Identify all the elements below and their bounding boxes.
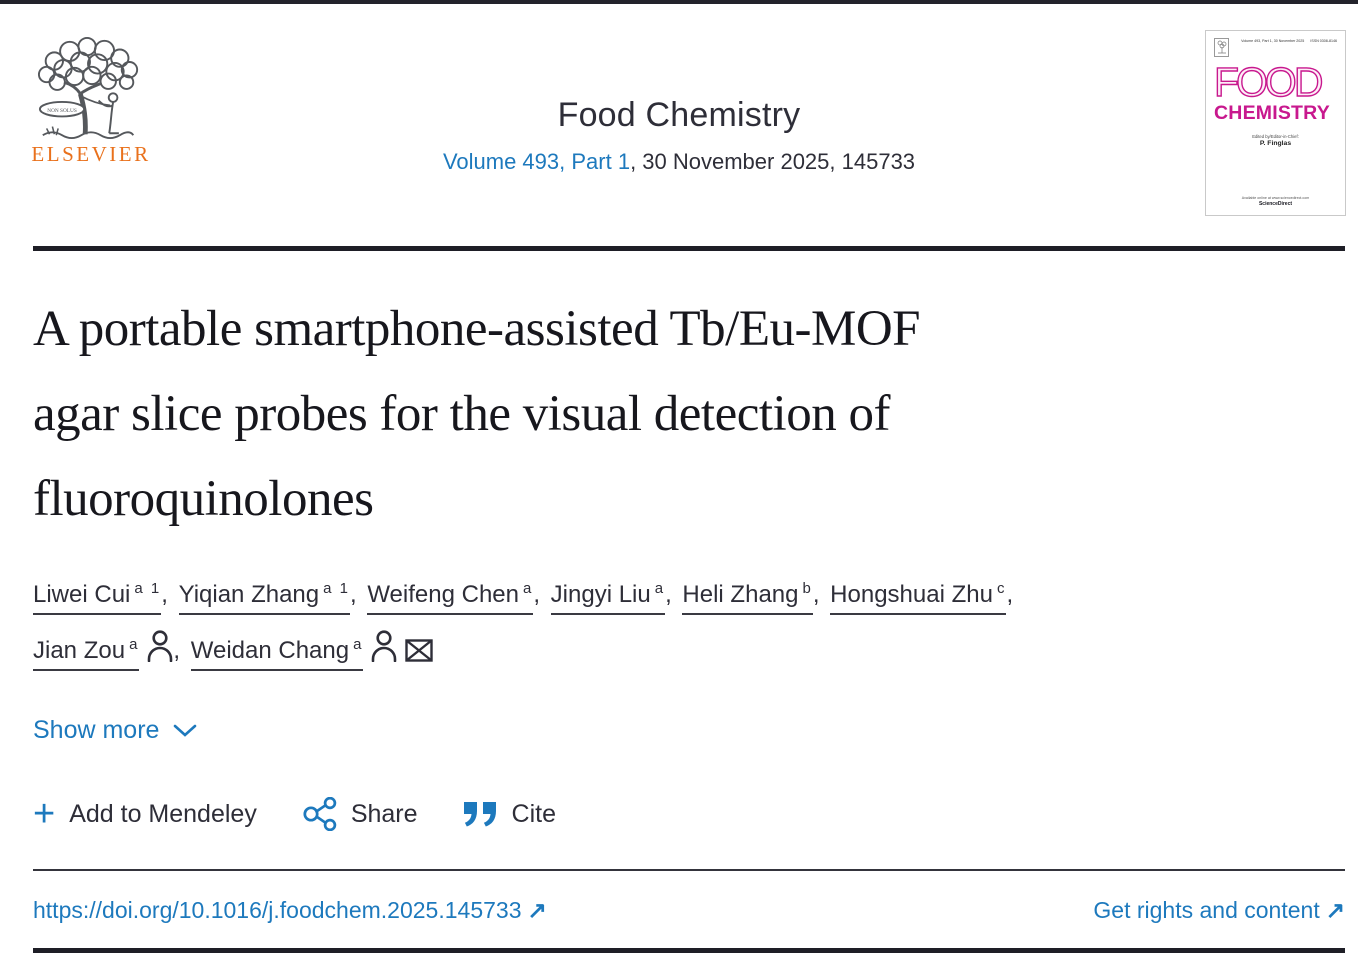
cover-food-wordmark: FOOD	[1214, 59, 1321, 105]
author-link[interactable]: Liwei Cui $^{a 1}$	[33, 581, 161, 615]
cover-chemistry-wordmark: CHEMISTRY	[1214, 101, 1330, 124]
cover-editor-name: P. Finglas	[1259, 139, 1292, 147]
cover-elsevier-mini-logo-icon	[1214, 38, 1229, 57]
article-title-line-1: A portable smartphone-assisted Tb/Eu-MOF	[33, 301, 921, 357]
author-link[interactable]: Yiqian Zhang $^{a 1}$	[179, 581, 350, 615]
cover-issn-text: ISSN 0308-8146	[1310, 39, 1337, 43]
author-link[interactable]: Jian Zou $^a$	[33, 637, 173, 664]
volume-issue-link[interactable]: Volume 493, Part 1	[442, 149, 631, 174]
author-link[interactable]: Heli Zhang $^b$	[682, 581, 812, 615]
author-link[interactable]: Weidan Chang $^a$	[191, 637, 434, 664]
cover-masthead-text: Volume 493, Part 1, 30 November 2025	[1241, 39, 1305, 43]
author-list: Liwei Cui $^{a 1}$, Yiqian Zhang $^{a 1}$, Weifeng Chen $^a$, Jingyi Liu $^a$, Heli Zhang $^b$, Hongshuai Zhu $^c$, Jian Zou $^a$ , Weidan Chang $^a$	[33, 564, 1345, 676]
article-title-line-3: fluoroquinolones	[33, 471, 374, 527]
plus-icon: +	[33, 793, 56, 835]
doi-row	[33, 871, 1345, 948]
author-link[interactable]: Weifeng Chen $^a$	[367, 581, 533, 615]
article-title	[33, 287, 1345, 542]
chevron-down-icon	[173, 724, 197, 737]
author-link[interactable]: Hongshuai Zhu $^c$	[830, 581, 1006, 615]
header-divider-rule	[33, 246, 1345, 251]
journal-banner	[0, 4, 1358, 246]
cover-sciencedirect-logo: ScienceDirect	[1258, 201, 1293, 207]
article-actions	[33, 793, 1345, 835]
envelope-icon[interactable]	[405, 639, 433, 662]
external-link-icon: ↗	[527, 897, 547, 923]
author-link[interactable]: Jingyi Liu $^a$	[551, 581, 665, 615]
cover-edited-by-label: Edited by/Editor-in-Chief:	[1252, 133, 1299, 139]
share-icon	[303, 797, 337, 831]
journal-issue-line	[0, 149, 1358, 175]
person-icon	[147, 630, 173, 662]
journal-cover-thumbnail[interactable]	[1205, 30, 1346, 216]
show-more-button[interactable]: Show more	[33, 716, 197, 745]
cite-button[interactable]: Cite	[464, 800, 556, 829]
share-button[interactable]: Share	[303, 797, 418, 831]
cover-available-online-text: Available online at www.sciencedirect.com	[1241, 196, 1310, 200]
doi-link[interactable]: https://doi.org/10.1016/j.foodchem.2025.145733 ↗	[33, 897, 547, 923]
get-rights-and-content-link[interactable]: Get rights and content ↗	[1093, 897, 1345, 923]
svg-text:NON SOLUS: NON SOLUS	[47, 108, 77, 115]
add-to-mendeley-button[interactable]: + Add to Mendeley	[33, 793, 257, 835]
person-icon	[371, 630, 397, 662]
article-title-line-2: agar slice probes for the visual detection of	[33, 386, 890, 442]
external-link-icon: ↗	[1325, 897, 1345, 923]
elsevier-wordmark: ELSEVIER	[31, 142, 151, 166]
journal-title[interactable]: Food Chemistry	[557, 96, 801, 134]
bottom-divider-rule	[33, 948, 1345, 953]
cite-quote-icon	[464, 802, 498, 827]
issue-date-text: , 30 November 2025, 145733	[630, 149, 916, 174]
